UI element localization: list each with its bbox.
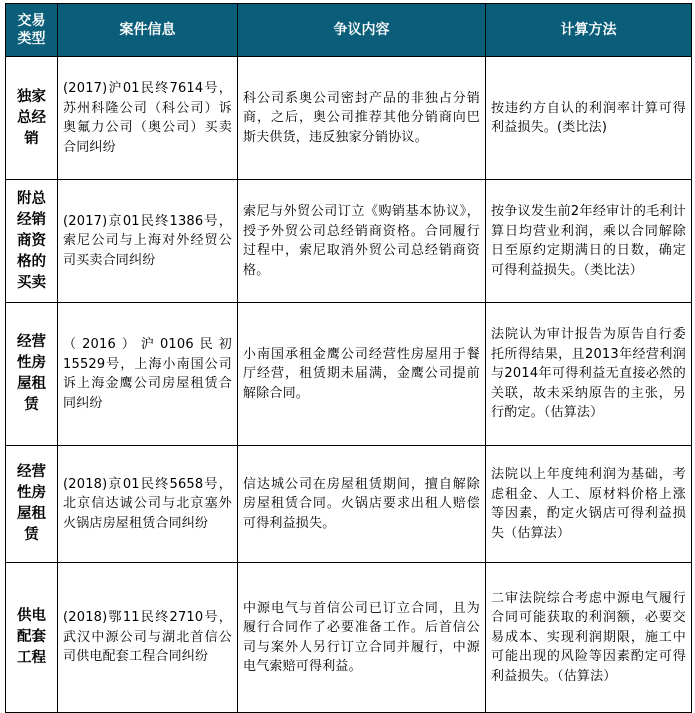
transaction-type-cell: 经营性房屋租赁 bbox=[6, 303, 58, 446]
dispute-cell: 科公司系奥公司密封产品的非独占分销商，之后，奥公司推荐其他分销商向巴斯夫供货，违反独家分销协议。 bbox=[238, 57, 486, 180]
table-row bbox=[6, 180, 692, 303]
method-cell: 按争议发生前2年经审计的毛利计算日均营业利润，乘以合同解除日至原约定期满日的日数，确定可得利益损失。（类比法） bbox=[486, 180, 692, 303]
transaction-type-cell: 独家总经销 bbox=[6, 57, 58, 180]
method-cell: 按违约方自认的利润率计算可得利益损失。(类比法) bbox=[486, 57, 692, 180]
transaction-type-cell: 供电配套工程 bbox=[6, 563, 58, 713]
dispute-cell: 中源电气与首信公司已订立合同，且为履行合同作了必要准备工作。后首信公司与案外人另行订立合同并履行，中源电气索赔可得利益。 bbox=[238, 563, 486, 713]
method-cell: 法院以上年度纯利润为基础，考虑租金、人工、原材料价格上涨等因素，酌定火锅店可得利益损失（估算法） bbox=[486, 446, 692, 563]
header-case-info: 案件信息 bbox=[58, 4, 238, 57]
table-row bbox=[6, 303, 692, 446]
dispute-cell: 小南国承租金鹰公司经营性房屋用于餐厅经营，租赁期未届满，金鹰公司提前解除合同。 bbox=[238, 303, 486, 446]
header-dispute-content: 争议内容 bbox=[238, 4, 486, 57]
table-row bbox=[6, 446, 692, 563]
case-info-cell: (2017)京01民终1386号，索尼公司与上海对外经贸公司买卖合同纠纷 bbox=[58, 180, 238, 303]
transaction-type-cell: 附总经销商资格的买卖 bbox=[6, 180, 58, 303]
method-cell: 二审法院综合考虑中源电气履行合同可能获取的利润额，必要交易成本、实现利润期限，施工中可能出现的风险等因素酌定可得利益损失。（估算法） bbox=[486, 563, 692, 713]
case-info-cell: (2018)鄂11民终2710号，武汉中源公司与湖北首信公司供电配套工程合同纠纷 bbox=[58, 563, 238, 713]
case-comparison-table bbox=[5, 3, 692, 713]
transaction-type-cell: 经营性房屋租赁 bbox=[6, 446, 58, 563]
table-header-row bbox=[6, 4, 692, 57]
case-table-container bbox=[5, 3, 691, 696]
header-calculation-method: 计算方法 bbox=[486, 4, 692, 57]
dispute-cell: 索尼与外贸公司订立《购销基本协议》，授予外贸公司总经销商资格。合同履行过程中，索尼取消外贸公司总经销商资格。 bbox=[238, 180, 486, 303]
case-info-cell: (2018)京01民终5658号，北京信达诚公司与北京塞外火锅店房屋租赁合同纠纷 bbox=[58, 446, 238, 563]
case-info-cell: （2016）沪0106民初15529号，上海小南国公司诉上海金鹰公司房屋租赁合同纠纷 bbox=[58, 303, 238, 446]
header-transaction-type: 交易类型 bbox=[6, 4, 58, 57]
method-cell: 法院认为审计报告为原告自行委托所得结果，且2013年经营利润与2014年可得利益无直接必然的关联，故未采纳原告的主张，另行酌定。（估算法） bbox=[486, 303, 692, 446]
dispute-cell: 信达城公司在房屋租赁期间，擅自解除房屋租赁合同。火锅店要求出租人赔偿可得利益损失。 bbox=[238, 446, 486, 563]
table-row bbox=[6, 57, 692, 180]
table-row bbox=[6, 563, 692, 713]
case-info-cell: (2017)沪01民终7614号，苏州科隆公司（科公司）诉奥氟力公司（奥公司）买卖合同纠纷 bbox=[58, 57, 238, 180]
